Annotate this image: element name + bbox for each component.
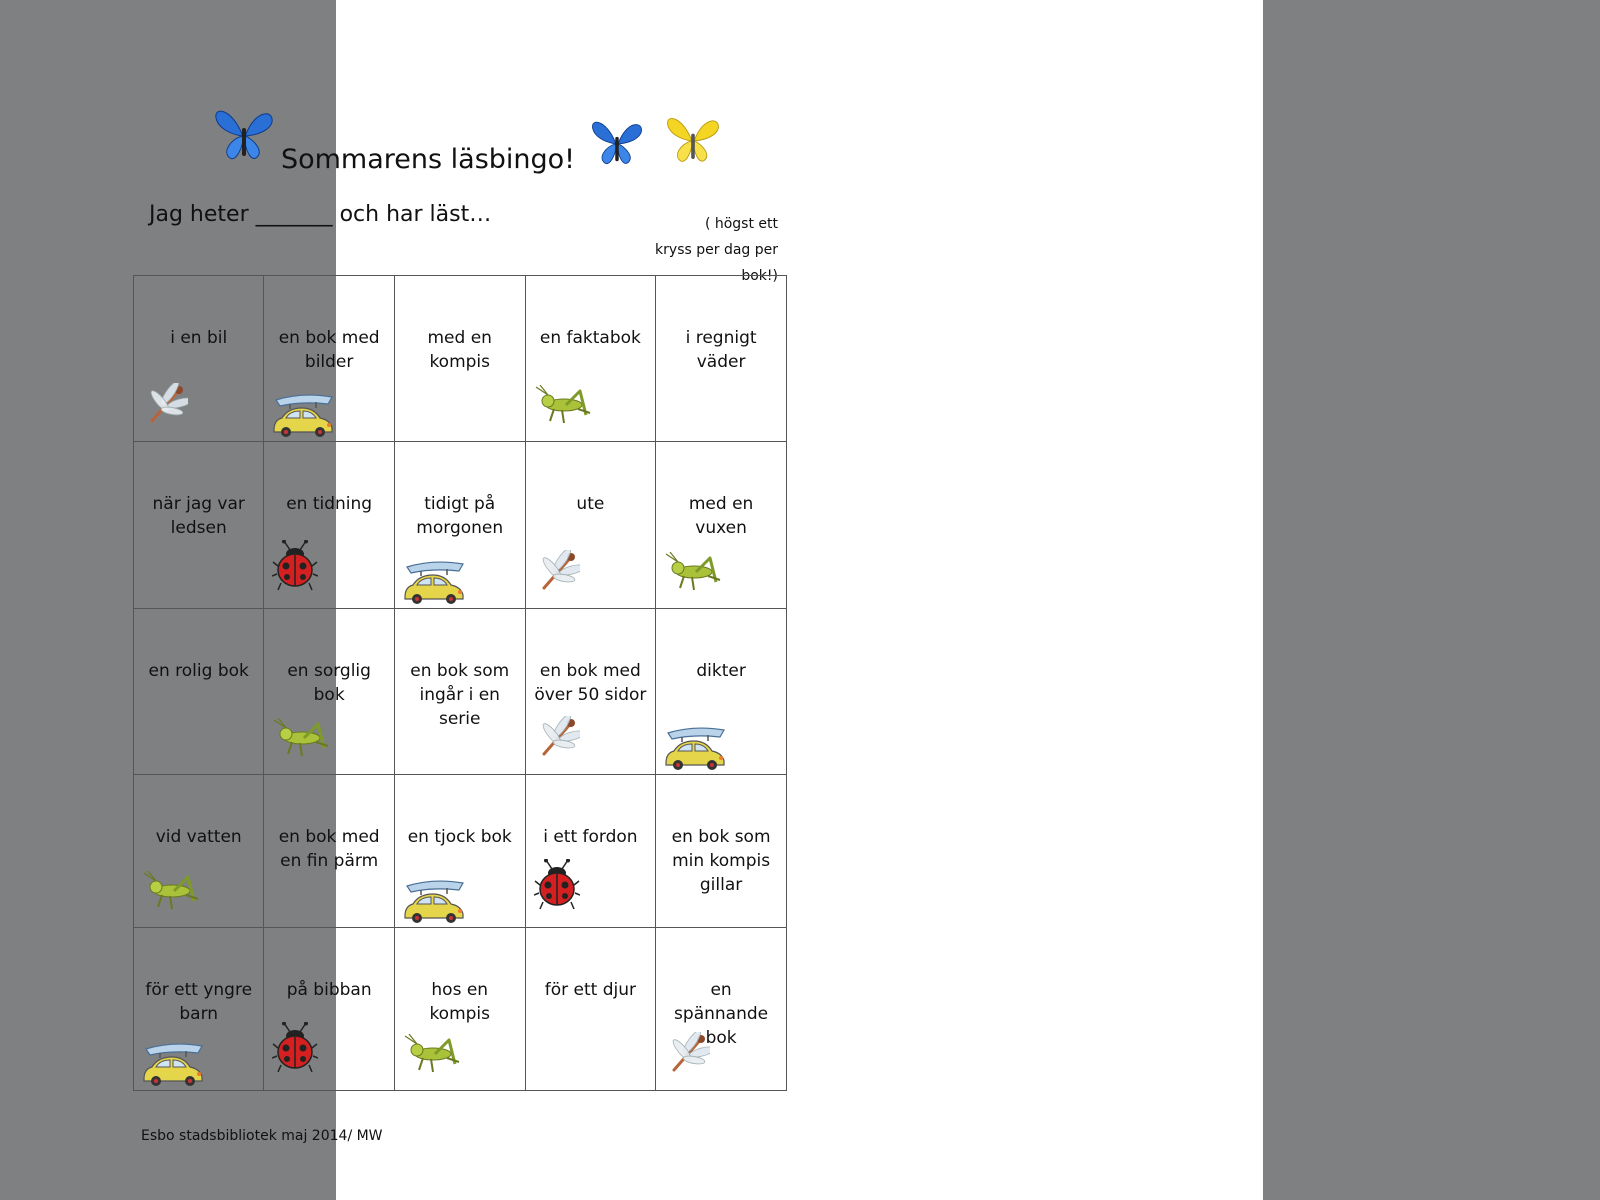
cell-label: en bok med över 50 sidor [534,660,647,705]
cell-label: med en vuxen [688,494,754,539]
grasshopper-icon [272,718,330,760]
rule-note-line-2: kryss per dag per bok!) [655,242,778,284]
cell-label: med en kompis [427,328,492,372]
cell-label: en spännande bok [674,979,769,1048]
cell-label: en bok med en fin pärm [278,827,380,872]
bingo-cell[interactable] [264,927,394,1090]
grasshopper-icon [142,871,200,913]
rule-note-line-1: ( högst ett [704,216,778,232]
bingo-cell[interactable] [394,608,525,774]
name-line: Jag heter _______ och har läst… [149,202,492,227]
cell-label: en bok med bilder [278,328,380,372]
cell-label: en faktabok [539,328,641,348]
cell-label: en tidning [286,494,373,515]
ladybug-icon [272,1022,318,1076]
bingo-cell[interactable] [134,608,264,774]
cell-label: en bok som min kompis gillar [671,827,771,896]
cell-label: för ett djur [544,979,636,1000]
cell-label: en sorglig bok [287,660,371,705]
dragonfly-icon [534,716,580,760]
bingo-cell[interactable] [134,442,264,608]
car-icon [272,392,334,438]
bingo-cell[interactable] [264,775,394,927]
dragonfly-icon [664,1032,710,1076]
dragonfly-icon [142,383,188,427]
cell-label: på bibban [286,979,372,1000]
cell-label: vid vatten [155,827,242,848]
ladybug-icon [534,859,580,913]
cell-label: för ett yngre barn [145,979,253,1024]
bingo-cell[interactable] [264,276,394,442]
bingo-cell[interactable] [525,442,656,608]
cell-label: i regnigt väder [685,328,757,372]
bingo-cell[interactable] [656,442,787,608]
cell-label: ute [576,494,605,515]
bingo-cell[interactable] [525,608,656,774]
bingo-cell[interactable] [525,927,656,1090]
bingo-cell[interactable] [656,775,787,927]
cell-label: i ett fordon [543,827,638,848]
bingo-cell[interactable] [134,276,264,442]
ladybug-icon [272,540,318,594]
bingo-cell[interactable] [134,775,264,927]
bingo-cell[interactable] [394,276,525,442]
bingo-cell[interactable] [525,775,656,927]
cell-label: dikter [696,660,746,681]
cell-label: en tjock bok [407,827,512,848]
grasshopper-icon [534,385,592,427]
cell-label: en rolig bok [148,660,249,681]
cell-label: tidigt på morgonen [416,494,504,539]
bingo-cell[interactable] [656,276,787,442]
cell-label: hos en kompis [429,979,491,1024]
car-icon [664,725,726,771]
dragonfly-icon [534,550,580,594]
bingo-grid [133,275,787,1091]
car-icon [403,878,465,924]
bingo-row [134,775,787,927]
bingo-row [134,442,787,608]
bingo-cell[interactable] [656,608,787,774]
grasshopper-icon [403,1034,461,1076]
cell-label: en bok som ingår i en serie [410,660,510,729]
bingo-row [134,608,787,774]
bingo-cell[interactable] [394,927,525,1090]
bingo-row [134,276,787,442]
bingo-cell[interactable] [394,442,525,608]
car-icon [403,559,465,605]
footer-credit: Esbo stadsbibliotek maj 2014/ MW [141,1128,383,1144]
cell-label: när jag var ledsen [152,494,245,539]
cell-label: i en bil [170,328,228,348]
bingo-cell[interactable] [264,442,394,608]
car-icon [142,1041,204,1087]
bingo-cell[interactable] [525,276,656,442]
page-title: Sommarens läsbingo! [280,144,576,175]
bingo-cell[interactable] [134,927,264,1090]
bingo-row [134,927,787,1090]
grasshopper-icon [664,552,722,594]
bingo-cell[interactable] [394,775,525,927]
bingo-cell[interactable] [656,927,787,1090]
bingo-cell[interactable] [264,608,394,774]
